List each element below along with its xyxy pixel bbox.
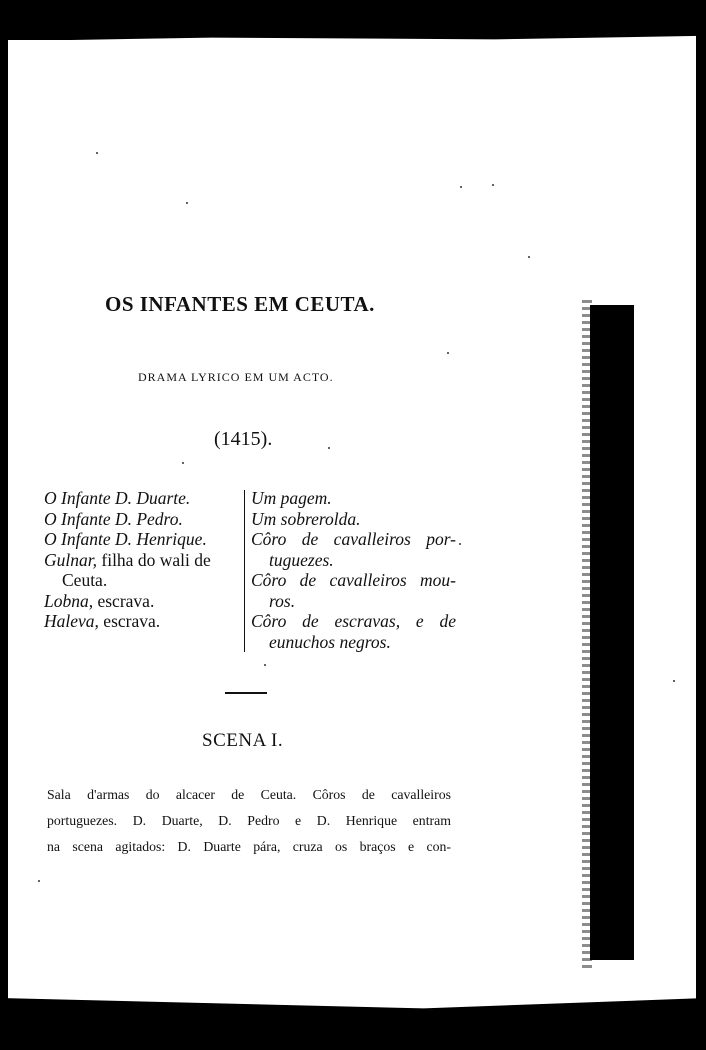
- section-divider: [225, 692, 267, 694]
- scan-border-bottom: [0, 998, 706, 1050]
- scan-speck: [492, 184, 494, 186]
- cast-entry: Côro de escravas, e de: [251, 611, 456, 631]
- cast-entry: Côro de cavalleiros por-: [251, 529, 456, 549]
- scan-speck: [182, 462, 184, 464]
- binding-shadow: [590, 305, 634, 960]
- cast-entry: Gulnar, filha do wali de: [44, 549, 211, 570]
- cast-entry: Lobna, escrava.: [44, 590, 155, 611]
- scan-speck: [447, 352, 449, 354]
- scene-direction-line: na scena agitados: D. Duarte pára, cruza os braços e con-: [47, 839, 451, 854]
- cast-entry: Um pagem.: [251, 488, 332, 508]
- cast-entry: Haleva, escrava.: [44, 611, 161, 631]
- scan-speck: [459, 543, 461, 545]
- scene-direction: [47, 782, 451, 860]
- scene-direction-line: Sala d'armas do alcacer de Ceuta. Côros de cavalleiros: [47, 787, 451, 802]
- cast-entry-continued: tuguezes.: [269, 549, 334, 570]
- cast-entry-continued: eunuchos negros.: [269, 631, 391, 652]
- scan-speck: [673, 680, 675, 682]
- cast-list: [44, 488, 454, 653]
- scan-speck: [328, 447, 330, 449]
- cast-column-right: [251, 488, 456, 652]
- scan-speck: [264, 664, 266, 666]
- scan-speck: [186, 202, 188, 204]
- cast-column-divider: [244, 490, 245, 652]
- scene-direction-line: portuguezes. D. Duarte, D. Pedro e D. Henrique entram: [47, 813, 451, 828]
- cast-entry-continued: ros.: [269, 590, 296, 611]
- page-subtitle: DRAMA LYRICO EM UM ACTO.: [138, 370, 334, 384]
- cast-entry: O Infante D. Henrique.: [44, 529, 207, 549]
- cast-entry: Côro de cavalleiros mou-: [251, 570, 456, 590]
- scan-speck: [38, 880, 40, 882]
- cast-entry: O Infante D. Pedro.: [44, 508, 183, 529]
- scan-border-top: [0, 0, 706, 40]
- page-year: (1415).: [214, 428, 273, 450]
- page-title: OS INFANTES EM CEUTA.: [105, 292, 375, 316]
- scan-speck: [460, 186, 462, 188]
- cast-entry: O Infante D. Duarte.: [44, 488, 191, 508]
- cast-entry: Um sobrerolda.: [251, 508, 361, 529]
- scan-speck: [528, 256, 530, 258]
- cast-entry-continued: Ceuta.: [62, 570, 108, 590]
- scan-border-right: [696, 0, 706, 1050]
- cast-column-left: [44, 488, 244, 632]
- scan-border-left: [0, 0, 8, 1050]
- scene-heading: SCENA I.: [202, 730, 284, 751]
- scan-speck: [96, 152, 98, 154]
